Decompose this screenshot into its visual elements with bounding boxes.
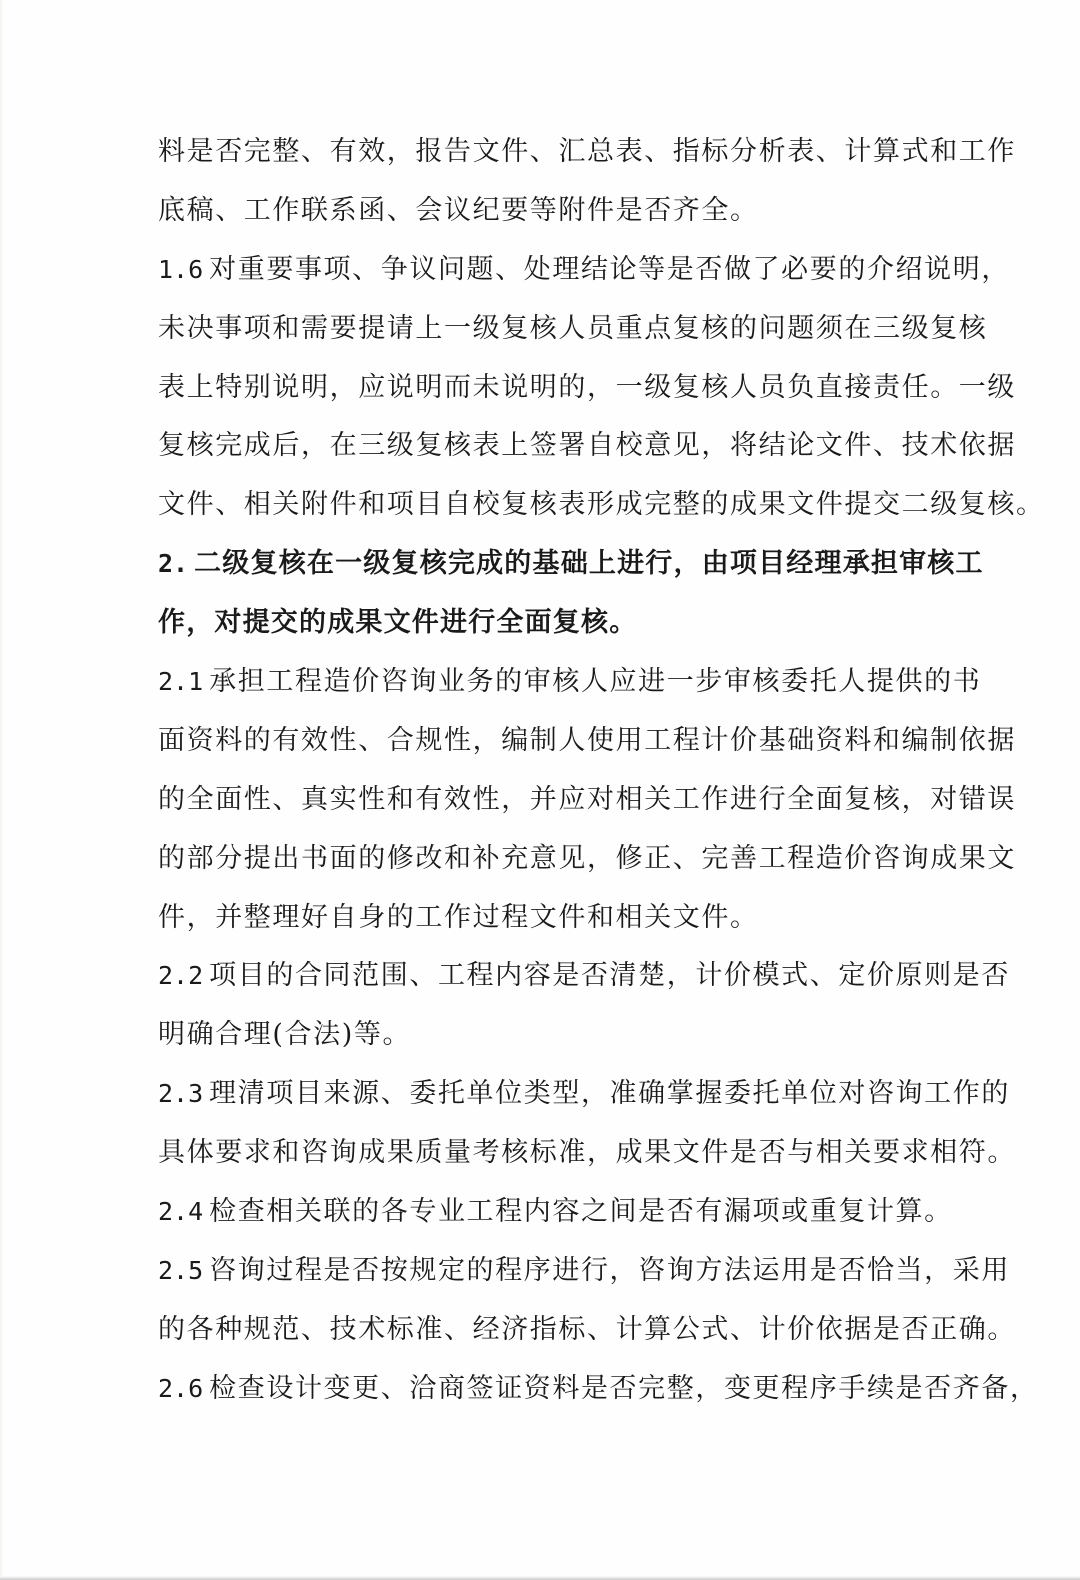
section-2-heading-line: 作，对提交的成果文件进行全面复核。 [158,607,638,639]
clause-number: 2.6 [158,1373,204,1403]
clause-2-4-line [158,1192,953,1251]
text-line: 未决事项和需要提请上一级复核人员重点复核的问题须在三级复核 [158,312,988,344]
text-line: 的全面性、真实性和有效性，并应对相关工作进行全面复核，对错误 [158,783,1016,815]
scan-edge-shadow-bottom [0,1576,1080,1580]
text-line: 的部分提出书面的修改和补充意见，修正、完善工程造价咨询成果文 [158,842,1016,874]
clause-number: 2.5 [158,1255,204,1285]
clause-text: 项目的合同范围、工程内容是否清楚，计价模式、定价原则是否 [209,960,1010,992]
clause-text: 理清项目来源、委托单位类型，准确掌握委托单位对咨询工作的 [209,1078,1010,1110]
clause-2-5-line [158,1251,1010,1310]
clause-number: 2.1 [158,667,204,697]
clause-number: 2.4 [158,1197,204,1227]
section-heading-text: 二级复核在一级复核完成的基础上进行，由项目经理承担审核工 [194,548,984,580]
text-line: 底稿、工作联系函、会议纪要等附件是否齐全。 [158,194,759,226]
text-line: 表上特别说明，应说明而未说明的，一级复核人员负直接责任。一级 [158,371,1016,403]
clause-text: 咨询过程是否按规定的程序进行，咨询方法运用是否恰当，采用 [209,1254,1010,1286]
text-line: 的各种规范、技术标准、经济指标、计算公式、计价依据是否正确。 [158,1313,1016,1345]
clause-number: 1.6 [158,254,204,284]
text-line: 明确合理(合法)等。 [158,1019,412,1051]
section-2-heading-line [158,544,984,603]
clause-text: 检查设计变更、洽商签证资料是否完整，变更程序手续是否齐备， [209,1372,1039,1404]
clause-text: 检查相关联的各专业工程内容之间是否有漏项或重复计算。 [209,1196,953,1228]
text-line: 面资料的有效性、合规性，编制人使用工程计价基础资料和编制依据 [158,724,1016,756]
clause-1-6-line [158,250,1010,309]
text-line: 文件、相关附件和项目自校复核表形成完整的成果文件提交二级复核。 [158,489,1045,521]
clause-text: 对重要事项、争议问题、处理结论等是否做了必要的介绍说明， [209,253,1010,285]
clause-2-6-line [158,1369,1039,1428]
clause-number: 2.3 [158,1079,204,1109]
clause-2-2-line [158,956,1010,1015]
text-line: 复核完成后，在三级复核表上签署自校意见，将结论文件、技术依据 [158,430,1016,462]
text-line: 料是否完整、有效，报告文件、汇总表、指标分析表、计算式和工作 [158,136,1016,167]
clause-2-3-line [158,1074,1010,1133]
scan-edge-shadow-left [0,0,4,1580]
document-body [158,132,1045,1428]
text-line: 具体要求和咨询成果质量考核标准，成果文件是否与相关要求相符。 [158,1137,1016,1169]
text-line: 件，并整理好自身的工作过程文件和相关文件。 [158,901,759,933]
section-number: 2. [158,549,189,579]
clause-2-1-line [158,662,982,721]
clause-text: 承担工程造价咨询业务的审核人应进一步审核委托人提供的书 [209,666,982,698]
clause-number: 2.2 [158,961,204,991]
